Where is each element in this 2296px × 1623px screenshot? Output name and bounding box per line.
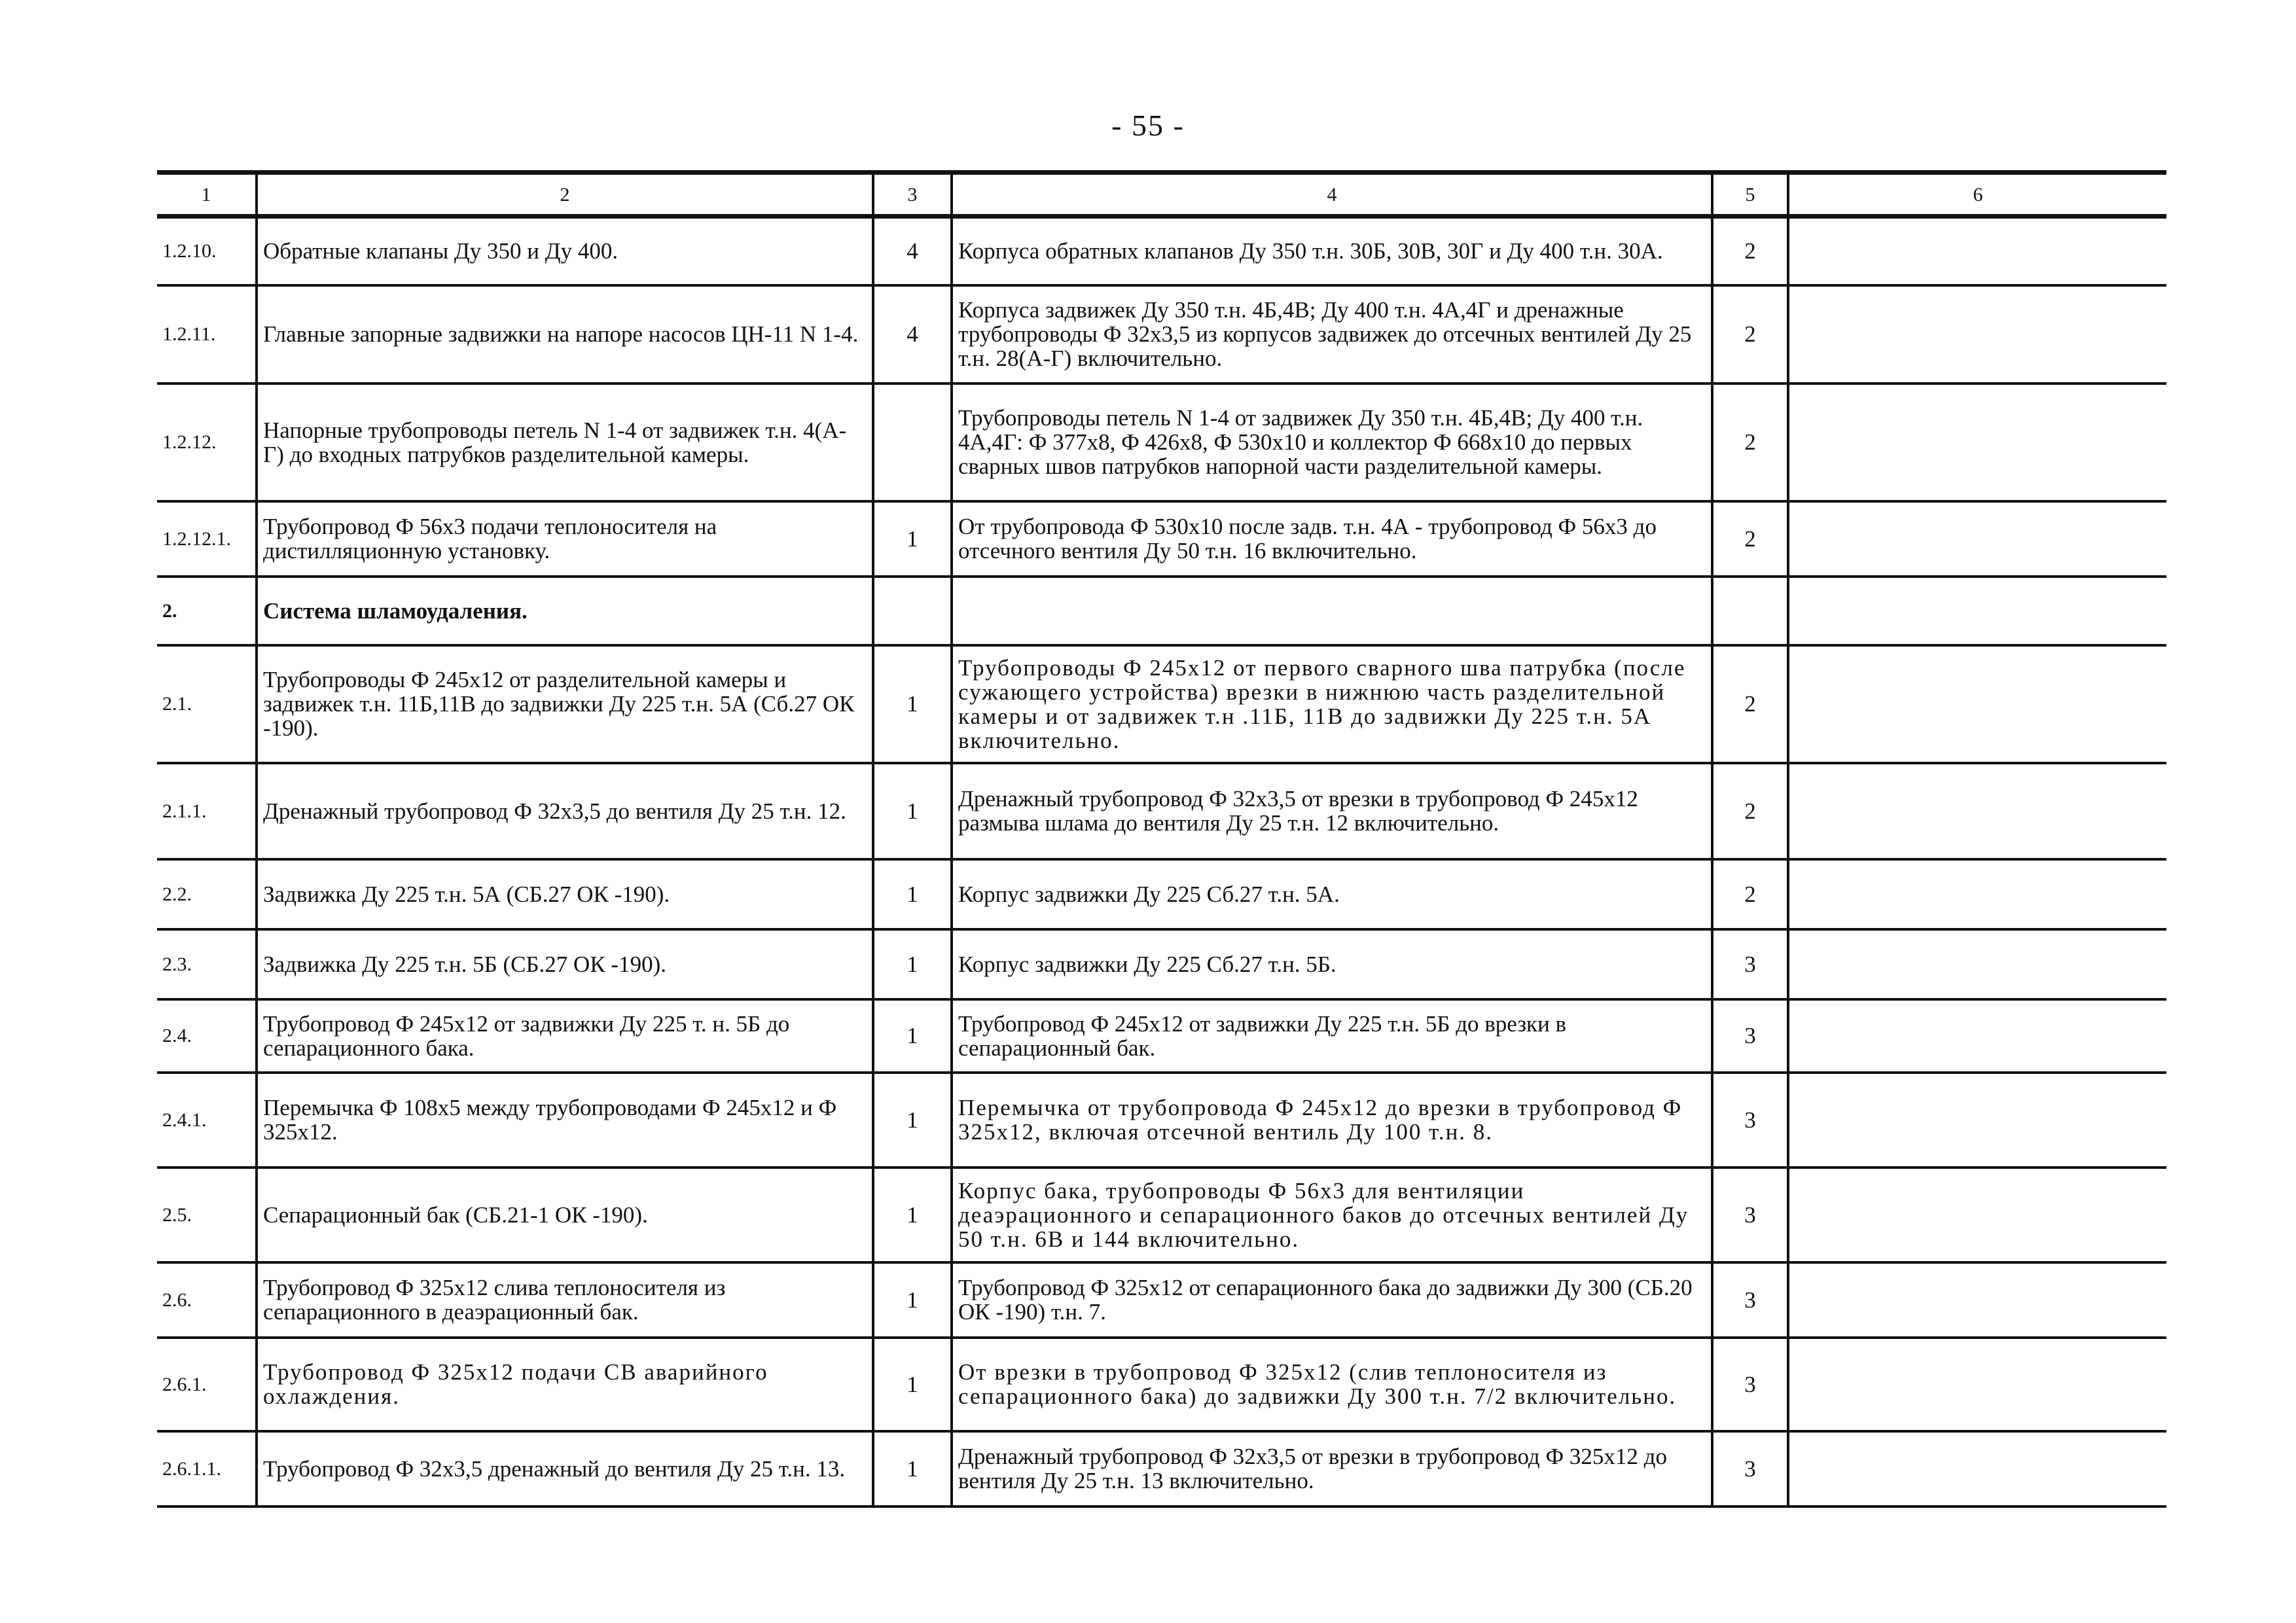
row-note xyxy=(1788,763,2166,859)
row-number: 1.2.12.1. xyxy=(157,501,257,577)
row-quantity: 1 xyxy=(873,1073,952,1168)
header-cell: 5 xyxy=(1712,173,1788,217)
row-number: 2.3. xyxy=(157,929,257,999)
row-name: Главные запорные задвижки на напоре насосов ЦН-11 N 1-4. xyxy=(257,285,873,383)
row-name: Задвижка Ду 225 т.н. 5Б (СБ.27 ОК -190). xyxy=(257,929,873,999)
row-description: Трубопровод Ф 325х12 от сепарационного бака до задвижки Ду 300 (СБ.20 ОК -190) т.н. 7. xyxy=(952,1262,1712,1338)
row-category: 2 xyxy=(1712,645,1788,763)
row-description: Перемычка от трубопровода Ф 245х12 до врезки в трубопровод Ф 325х12, включая отсечной вентиль Ду 100 т.н. 8. xyxy=(952,1073,1712,1168)
row-number: 2.6. xyxy=(157,1262,257,1338)
row-quantity: 1 xyxy=(873,1338,952,1431)
row-quantity: 4 xyxy=(873,217,952,285)
section-number: 2. xyxy=(157,577,257,645)
row-description: Корпус задвижки Ду 225 Сб.27 т.н. 5А. xyxy=(952,859,1712,929)
page-number: - 55 - xyxy=(1111,109,1185,142)
header-cell: 3 xyxy=(873,173,952,217)
row-description: Корпуса задвижек Ду 350 т.н. 4Б,4В; Ду 400 т.н. 4А,4Г и дренажные трубопроводы Ф 32х3,5 из корпусов задвижек до отсечных вентилей Ду 25 т.н. 28(А-Г) включительно. xyxy=(952,285,1712,383)
table-row xyxy=(157,645,2166,763)
header-cell: 6 xyxy=(1788,173,2166,217)
row-category: 3 xyxy=(1712,1168,1788,1262)
row-name: Обратные клапаны Ду 350 и Ду 400. xyxy=(257,217,873,285)
row-category: 3 xyxy=(1712,1262,1788,1338)
row-note xyxy=(1788,1431,2166,1507)
row-note xyxy=(1788,217,2166,285)
table-row xyxy=(157,1431,2166,1507)
row-name: Перемычка Ф 108х5 между трубопроводами Ф 245х12 и Ф 325х12. xyxy=(257,1073,873,1168)
row-name: Трубопроводы Ф 245х12 от разделительной камеры и задвижек т.н. 11Б,11В до задвижки Ду 225 т.н. 5А (Сб.27 ОК -190). xyxy=(257,645,873,763)
row-category: 2 xyxy=(1712,763,1788,859)
row-number: 2.2. xyxy=(157,859,257,929)
table-header-row xyxy=(157,173,2166,217)
table-row xyxy=(157,217,2166,285)
row-name: Трубопровод Ф 32х3,5 дренажный до вентиля Ду 25 т.н. 13. xyxy=(257,1431,873,1507)
row-description: Трубопровод Ф 245х12 от задвижки Ду 225 т.н. 5Б до врезки в сепарационный бак. xyxy=(952,999,1712,1073)
table-row xyxy=(157,859,2166,929)
row-note xyxy=(1788,1262,2166,1338)
table-row xyxy=(157,929,2166,999)
row-category: 2 xyxy=(1712,217,1788,285)
table-row xyxy=(157,999,2166,1073)
table-row xyxy=(157,763,2166,859)
row-quantity xyxy=(873,577,952,645)
row-number: 2.1.1. xyxy=(157,763,257,859)
row-category: 3 xyxy=(1712,999,1788,1073)
equipment-table xyxy=(157,170,2166,1508)
row-category: 3 xyxy=(1712,929,1788,999)
row-description: От врезки в трубопровод Ф 325х12 (слив теплоносителя из сепарационного бака) до задвижки Ду 300 т.н. 7/2 включительно. xyxy=(952,1338,1712,1431)
row-quantity: 1 xyxy=(873,763,952,859)
row-number: 2.6.1. xyxy=(157,1338,257,1431)
table-row xyxy=(157,1262,2166,1338)
row-name: Трубопровод Ф 325х12 подачи СВ аварийного охлаждения. xyxy=(257,1338,873,1431)
header-cell: 1 xyxy=(157,173,257,217)
row-category: 2 xyxy=(1712,859,1788,929)
row-category xyxy=(1712,577,1788,645)
header-cell: 4 xyxy=(952,173,1712,217)
row-number: 2.1. xyxy=(157,645,257,763)
row-description: Корпус бака, трубопроводы Ф 56х3 для вентиляции деаэрационного и сепарационного баков до отсечных вентилей Ду 50 т.н. 6В и 144 включительно. xyxy=(952,1168,1712,1262)
row-name: Дренажный трубопровод Ф 32х3,5 до вентиля Ду 25 т.н. 12. xyxy=(257,763,873,859)
table-row xyxy=(157,501,2166,577)
table-row xyxy=(157,383,2166,501)
row-quantity: 4 xyxy=(873,285,952,383)
row-description: Дренажный трубопровод Ф 32х3,5 от врезки в трубопровод Ф 325х12 до вентиля Ду 25 т.н. 13 включительно. xyxy=(952,1431,1712,1507)
row-note xyxy=(1788,501,2166,577)
table-row xyxy=(157,1073,2166,1168)
row-description xyxy=(952,577,1712,645)
row-number: 1.2.10. xyxy=(157,217,257,285)
row-category: 3 xyxy=(1712,1073,1788,1168)
row-quantity: 1 xyxy=(873,999,952,1073)
row-category: 2 xyxy=(1712,285,1788,383)
row-number: 1.2.12. xyxy=(157,383,257,501)
row-quantity: 1 xyxy=(873,645,952,763)
section-title: Система шламоудаления. xyxy=(257,577,873,645)
row-number: 1.2.11. xyxy=(157,285,257,383)
row-description: От трубопровода Ф 530х10 после задв. т.н. 4А - трубопровод Ф 56х3 до отсечного вентиля Ду 50 т.н. 16 включительно. xyxy=(952,501,1712,577)
row-note xyxy=(1788,1073,2166,1168)
row-number: 2.6.1.1. xyxy=(157,1431,257,1507)
row-number: 2.5. xyxy=(157,1168,257,1262)
row-quantity: 1 xyxy=(873,1431,952,1507)
row-description: Трубопроводы петель N 1-4 от задвижек Ду 350 т.н. 4Б,4В; Ду 400 т.н. 4А,4Г: Ф 377х8, Ф 426х8, Ф 530х10 и коллектор Ф 668х10 до первых сварных швов патрубков напорной части разделительной камеры. xyxy=(952,383,1712,501)
row-note xyxy=(1788,1168,2166,1262)
row-category: 3 xyxy=(1712,1338,1788,1431)
row-category: 2 xyxy=(1712,383,1788,501)
row-note xyxy=(1788,859,2166,929)
row-quantity: 1 xyxy=(873,929,952,999)
row-category: 3 xyxy=(1712,1431,1788,1507)
row-description: Трубопроводы Ф 245х12 от первого сварного шва патрубка (после сужающего устройства) врезки в нижнюю часть разделительной камеры и от задвижек т.н .11Б, 11В до задвижки Ду 225 т.н. 5А включительно. xyxy=(952,645,1712,763)
row-quantity: 1 xyxy=(873,1262,952,1338)
row-name: Трубопровод Ф 325х12 слива теплоносителя из сепарационного в деаэрационный бак. xyxy=(257,1262,873,1338)
row-note xyxy=(1788,645,2166,763)
row-name: Напорные трубопроводы петель N 1-4 от задвижек т.н. 4(А-Г) до входных патрубков разделительной камеры. xyxy=(257,383,873,501)
row-name: Трубопровод Ф 56х3 подачи теплоносителя на дистилляционную установку. xyxy=(257,501,873,577)
row-name: Трубопровод Ф 245х12 от задвижки Ду 225 т. н. 5Б до сепарационного бака. xyxy=(257,999,873,1073)
row-note xyxy=(1788,1338,2166,1431)
row-category: 2 xyxy=(1712,501,1788,577)
row-note xyxy=(1788,285,2166,383)
row-quantity xyxy=(873,383,952,501)
header-cell: 2 xyxy=(257,173,873,217)
row-note xyxy=(1788,999,2166,1073)
row-quantity: 1 xyxy=(873,859,952,929)
row-quantity: 1 xyxy=(873,1168,952,1262)
row-quantity: 1 xyxy=(873,501,952,577)
row-name: Сепарационный бак (СБ.21-1 ОК -190). xyxy=(257,1168,873,1262)
row-number: 2.4.1. xyxy=(157,1073,257,1168)
section-row xyxy=(157,577,2166,645)
row-note xyxy=(1788,929,2166,999)
row-note xyxy=(1788,577,2166,645)
row-description: Дренажный трубопровод Ф 32х3,5 от врезки в трубопровод Ф 245х12 размыва шлама до вентиля Ду 25 т.н. 12 включительно. xyxy=(952,763,1712,859)
table-row xyxy=(157,285,2166,383)
row-name: Задвижка Ду 225 т.н. 5А (СБ.27 ОК -190). xyxy=(257,859,873,929)
table-row xyxy=(157,1168,2166,1262)
row-note xyxy=(1788,383,2166,501)
row-description: Корпуса обратных клапанов Ду 350 т.н. 30Б, 30В, 30Г и Ду 400 т.н. 30А. xyxy=(952,217,1712,285)
row-description: Корпус задвижки Ду 225 Сб.27 т.н. 5Б. xyxy=(952,929,1712,999)
row-number: 2.4. xyxy=(157,999,257,1073)
table-row xyxy=(157,1338,2166,1431)
